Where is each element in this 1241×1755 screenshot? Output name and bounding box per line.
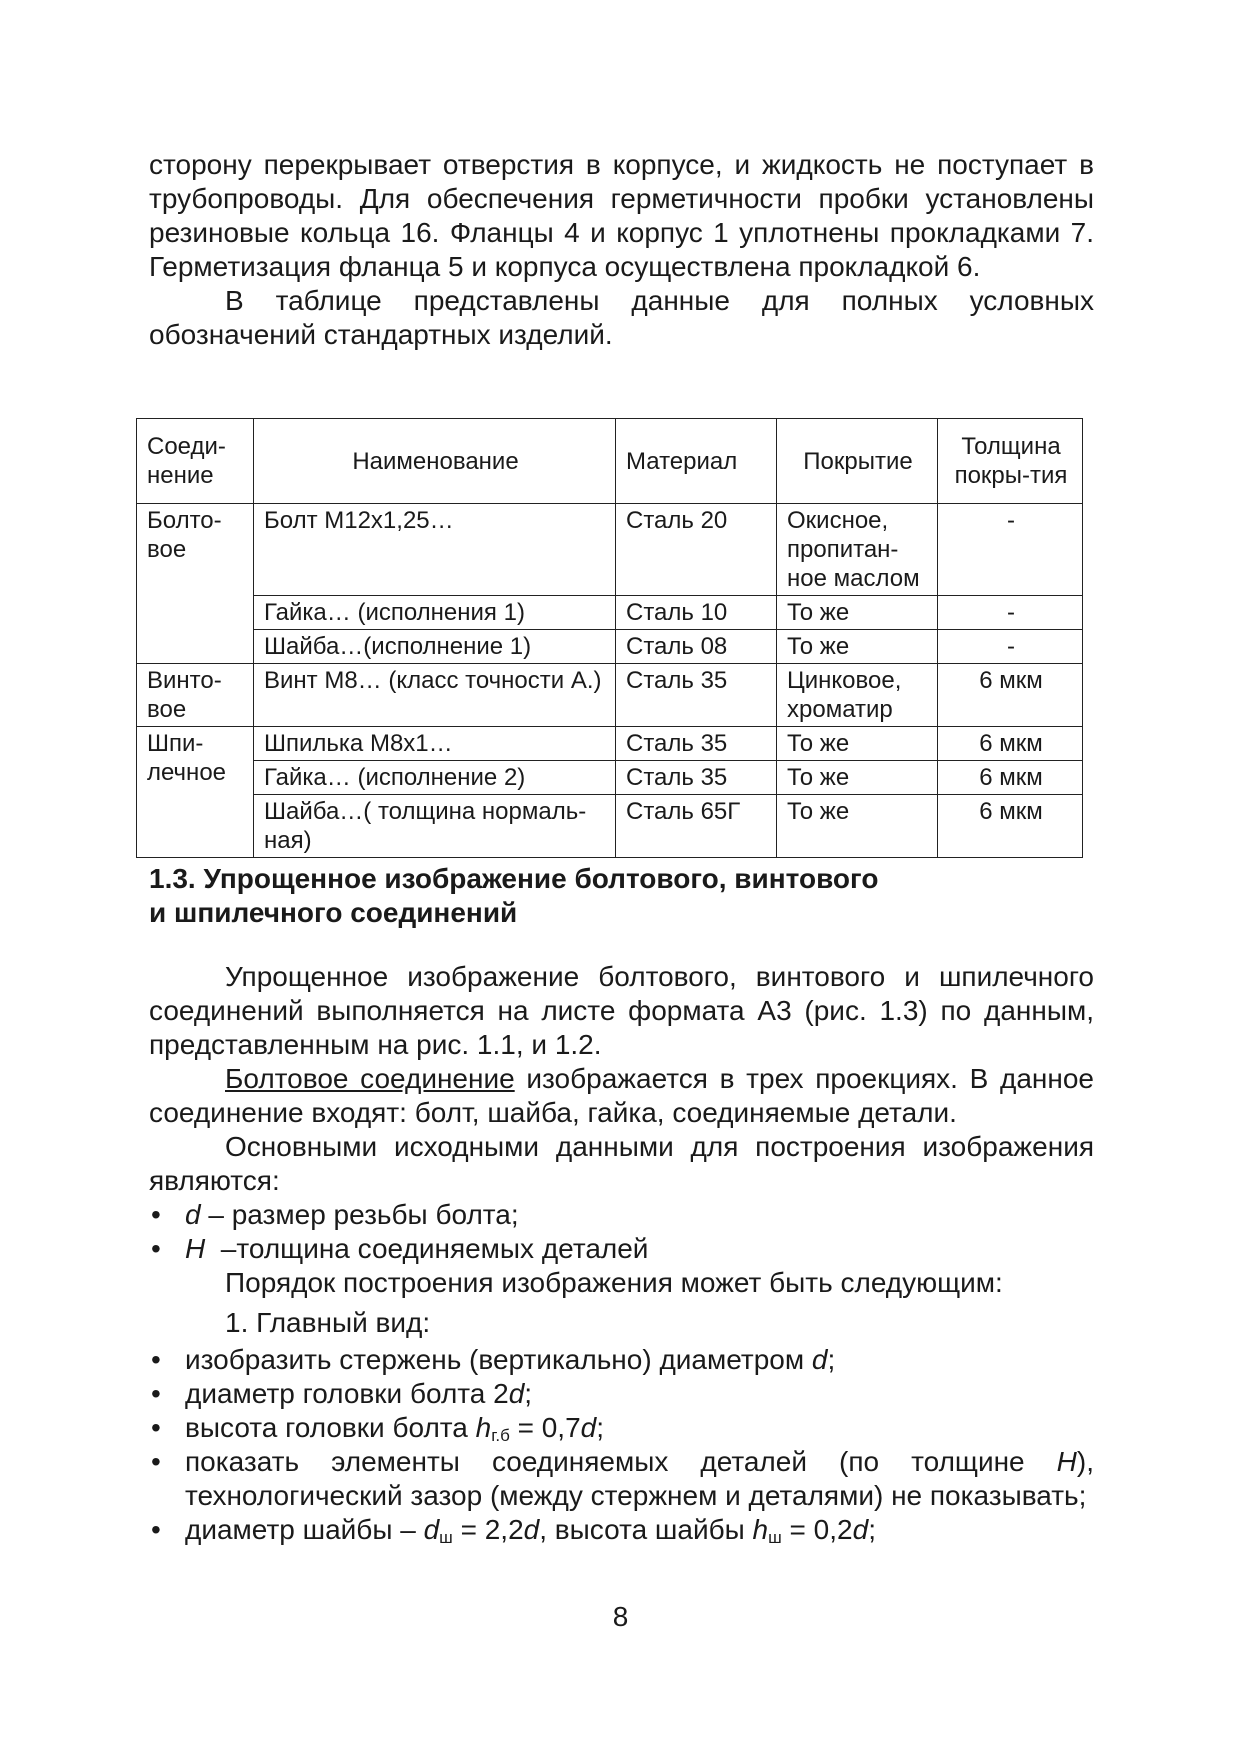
cell-name: Шайба…( толщина нормаль-ная) [254,795,616,858]
table-row [137,795,1083,858]
math-var: d [185,1199,201,1230]
math-subscript: ш [439,1528,453,1547]
cell-name: Гайка… (исполнение 2) [254,761,616,795]
math-var: d [523,1514,540,1545]
cell-material: Сталь 10 [616,596,777,630]
header-connection: Соеди-нение [137,419,254,504]
math-var: d [423,1514,440,1545]
cell-thickness: 6 мкм [938,761,1083,795]
cell-thickness: 6 мкм [938,727,1083,761]
table-row [137,727,1083,761]
list-item [149,1198,1094,1232]
cell-name: Шайба…(исполнение 1) [254,630,616,664]
list-item-text: изобразить стержень (вертикально) диаметром [185,1344,812,1375]
cell-name: Шпилька М8х1… [254,727,616,761]
list-item-text: диаметр шайбы – [185,1514,424,1545]
math-var: H [185,1233,206,1264]
intro-paragraph: сторону перекрывает отверстия в корпусе, и жидкость не поступает в трубопроводы. Для обеспечения герметичности пробки установлены резиновые кольца 16. Фланцы 4 и корпус 1 уплотнены прокладками 7. Герметизация фланца 5 и корпуса осуществлена прокладкой 6. [149,149,1094,282]
math-var: d [580,1412,597,1443]
list-item-text: –толщина соединяемых деталей [205,1233,649,1264]
cell-thickness: - [938,596,1083,630]
list-item-text: , высота шайбы [539,1514,753,1545]
list-item-text: ; [868,1514,876,1545]
page-number: 8 [612,1601,629,1632]
cell-material: Сталь 35 [616,761,777,795]
input-data-list [149,1198,1094,1266]
cell-thickness: - [938,504,1083,596]
section-paragraph-2 [149,1062,1094,1130]
underlined-term: Болтовое соединение [225,1063,515,1094]
cell-thickness: - [938,630,1083,664]
list-item-text: = 0,7 [509,1412,581,1443]
section-paragraph-2-rest: изображается в трех проекциях. В данное соединение входят: болт, шайба, гайка, соединяемые детали. [149,1063,1094,1128]
cell-coating: Окисное, пропитан-ное маслом [777,504,938,596]
section-paragraph-4: Порядок построения изображения может быть следующим: [225,1267,1003,1298]
list-item-text: высота головки болта [185,1412,476,1443]
standard-parts-table [136,418,1083,858]
list-item-text: диаметр головки болта 2 [185,1378,509,1409]
cell-connection: Болто-вое [137,504,254,664]
list-item-text: ; [596,1412,605,1443]
header-name: Наименование [254,419,616,504]
cell-thickness: 6 мкм [938,664,1083,727]
math-subscript: ш [768,1528,782,1547]
table-row [137,596,1083,630]
cell-material: Сталь 35 [616,664,777,727]
cell-material: Сталь 65Г [616,795,777,858]
table-row [137,504,1083,596]
list-item [149,1343,1094,1377]
main-view-steps-list [149,1343,1094,1547]
cell-connection: Шпи-лечное [137,727,254,858]
list-item [149,1411,1094,1445]
math-subscript: г.б [491,1426,510,1445]
cell-material: Сталь 35 [616,727,777,761]
math-var: H [1056,1446,1077,1477]
list-item-text: ), технологический зазор (между стержнем и деталями) не показывать; [185,1446,1094,1511]
section-heading [149,862,1094,930]
cell-coating: То же [777,596,938,630]
cell-material: Сталь 08 [616,630,777,664]
section-paragraph-3: Основными исходными данными для построения изображения являются: [149,1131,1094,1196]
cell-coating: То же [777,761,938,795]
list-item [149,1232,1094,1266]
list-item [149,1377,1094,1411]
cell-name: Винт М8… (класс точности А.) [254,664,616,727]
section-paragraph-1: Упрощенное изображение болтового, винтового и шпилечного соединений выполняется на листе формата А3 (рис. 1.3) по данным, представленным на рис. 1.1, и 1.2. [149,961,1094,1060]
math-var: d [811,1344,828,1375]
list-item-text: ; [827,1344,836,1375]
cell-coating: То же [777,795,938,858]
math-var: h [752,1514,769,1545]
header-material: Материал [616,419,777,504]
cell-coating: То же [777,630,938,664]
table-header-row [137,419,1083,504]
header-thickness: Толщина покры-тия [938,419,1083,504]
cell-connection: Винто-вое [137,664,254,727]
section-heading-line-1: 1.3. Упрощенное изображение болтового, винтового [149,863,879,894]
math-var: d [508,1378,525,1409]
cell-name: Гайка… (исполнения 1) [254,596,616,630]
table-row [137,630,1083,664]
cell-coating: То же [777,727,938,761]
list-item-text: – размер резьбы болта; [200,1199,519,1230]
list-item [149,1445,1094,1513]
cell-name: Болт М12х1,25… [254,504,616,596]
table-row [137,664,1083,727]
table-row [137,761,1083,795]
section-heading-line-2: и шпилечного соединений [149,897,518,928]
table-intro-paragraph: В таблице представлены данные для полных условных обозначений стандартных изделий. [149,285,1094,350]
math-var: h [475,1412,492,1443]
cell-coating: Цинковое, хроматир [777,664,938,727]
list-item-text: ; [524,1378,533,1409]
list-item-text: показать элементы соединяемых деталей (по толщине [185,1446,1057,1477]
list-item [149,1513,1094,1547]
list-item-text: = 0,2 [781,1514,853,1545]
cell-material: Сталь 20 [616,504,777,596]
header-coating: Покрытие [777,419,938,504]
cell-thickness: 6 мкм [938,795,1083,858]
math-var: d [852,1514,869,1545]
main-view-label: 1. Главный вид: [225,1307,431,1338]
list-item-text: = 2,2 [452,1514,524,1545]
